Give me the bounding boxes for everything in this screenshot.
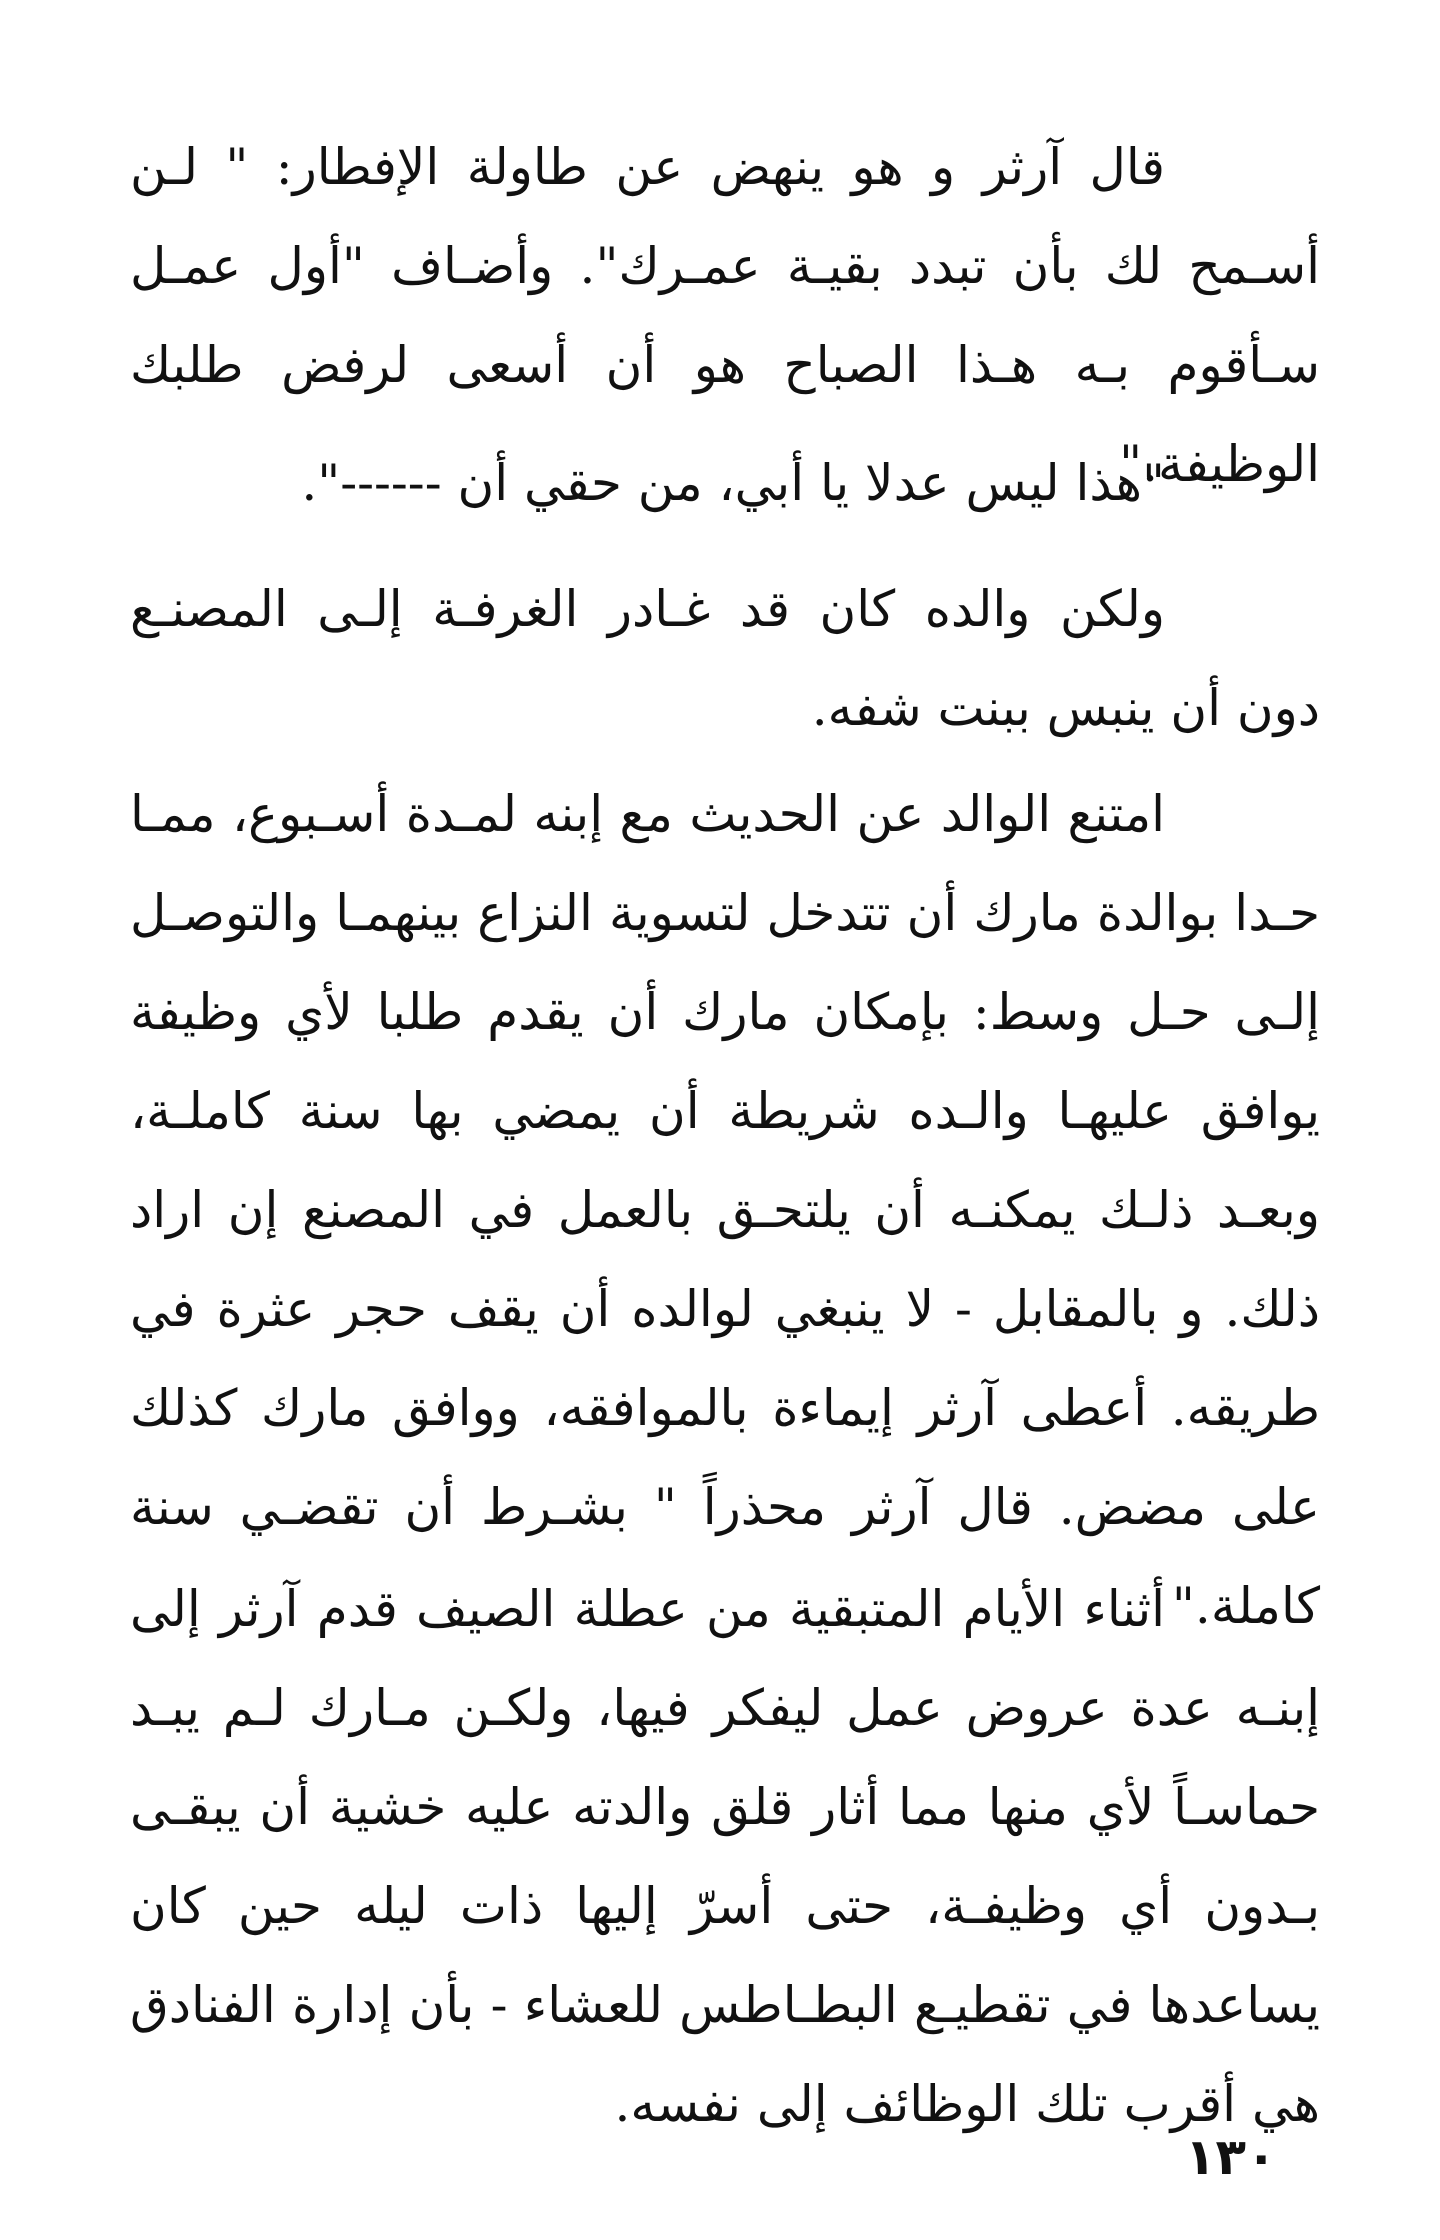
paragraph-father-left: ولكن والده كان قد غـادر الغرفـة إلـى المصنـع دون أن ينبس ببنت شفه.	[130, 580, 1320, 737]
paragraph-arthur-breakfast: قال آرثر و هو ينهض عن طاولة الإفطار: " لـن أسـمح لك بأن تبدد بقيـة عمـرك". وأضـاف "أول عمـل سـأقوم بـه هـذا الصباح هو أن أسعى لرفض طلبك الوظيفة."	[130, 138, 1320, 493]
paragraph-not-fair: "هذا ليس عدلا يا أبي، من حقي أن ------".	[301, 454, 1165, 512]
paragraph-compromise: امتنع الوالد عن الحديث مع إبنه لمـدة أسـبوع، ممـا حـدا بوالدة مارك أن تتدخل لتسوية النزاع بينهمـا والتوصـل إلـى حـل وسط: بإمكان مارك أن يقدم طلبا لأي وظيفة يوافق عليهـا والـده شريطة أن يمضي بها سنة كاملـة، وبعـد ذلـك يمكنـه أن يلتحـق بالعمل في المصنع إن اراد ذلك. و بالمقابل - لا ينبغي لوالده أن يقف حجر عثرة في طريقه. أعطى آرثر إيماءة بالموافقه، ووافق مارك كذلك على مضض. قال آرثر محذراً " بشـرط أن تقضـي سنة كاملة."	[130, 785, 1320, 1635]
page-number: ١٣٠	[1185, 2128, 1277, 2186]
paragraph-summer-offers: أثناء الأيام المتبقية من عطلة الصيف قدم آرثر إلى إبنـه عدة عروض عمل ليفكر فيها، ولكـن مـارك لـم يبـد حماسـاً لأي منها مما أثار قلق والدته عليه خشية أن يبقـى بـدون أي وظيفـة، حتى أسرّ إليها ذات ليله حين كان يساعدها في تقطيـع البطـاطس للعشاء - بأن إدارة الفنادق هي أقرب تلك الوظائف إلى نفسه.	[130, 1580, 1320, 2133]
